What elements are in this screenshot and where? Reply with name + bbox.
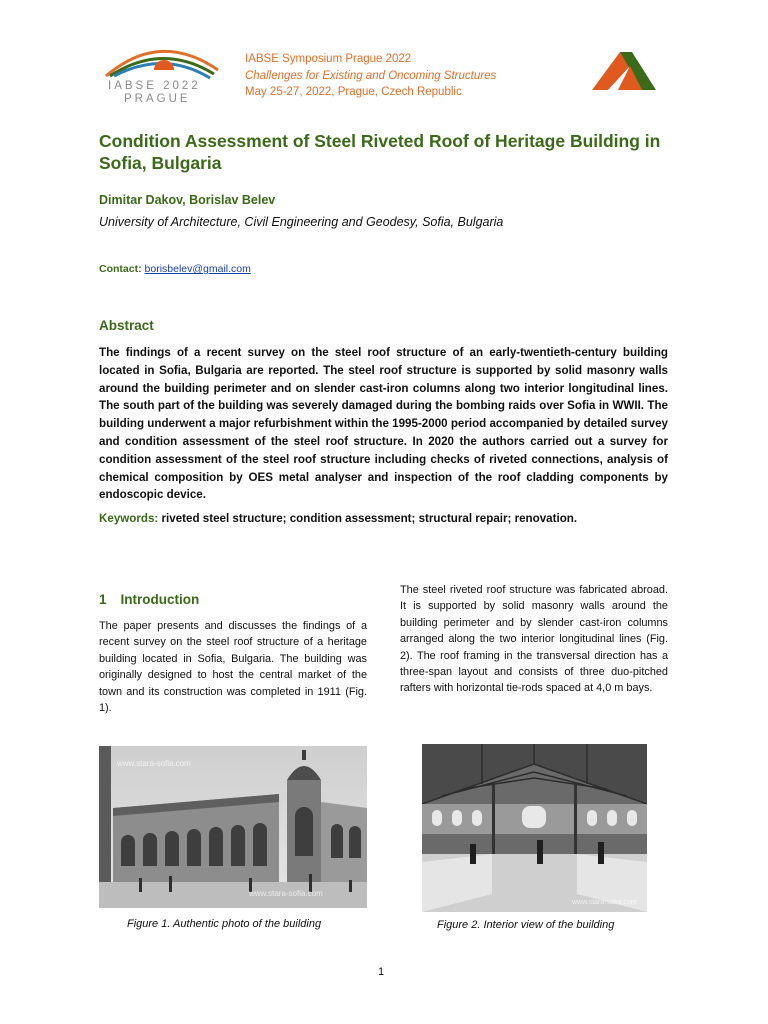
intro-paragraph-left: The paper presents and discusses the findings of a recent survey on the steel roof structure of a heritage building located in Sofia, Bulgaria. The building was originally designed to host the central market of the town and its construction was completed in 1911 (Fig. 1). bbox=[99, 620, 367, 715]
conference-date: May 25-27, 2022, Prague, Czech Republic bbox=[245, 86, 462, 98]
abstract-text: The findings of a recent survey on the steel roof structure of an early-twentieth-century building located in Sofia, Bulgaria are reported. The steel roof structure is supported by solid masonry walls around the building perimeter and on slender cast-iron columns along two interior longitudinal lines. The south part of the building was severely damaged during the bombing raids over Sofia in WWII. The building underwent a major refurbishment within the 1995-2000 period accompanied by detailed survey and condition assessment of the steel roof structure. In 2020 the authors carried out a survey for condition assessment of the steel roof structure including checks of riveted connections, analysis of chemical composition by OES metal analyser and inspection of the roof cladding components by endoscopic device. bbox=[99, 346, 668, 502]
paper-title: Condition Assessment of Steel Riveted Roof of Heritage Building in Sofia, Bulgaria bbox=[99, 131, 661, 173]
conference-name: IABSE Symposium Prague 2022 bbox=[245, 53, 412, 65]
contact-line bbox=[99, 263, 251, 275]
contact-label: Contact: bbox=[99, 263, 142, 275]
section-title: Introduction bbox=[120, 592, 200, 607]
contact-email-link[interactable]: borisbelev@gmail.com bbox=[144, 263, 251, 275]
figure-1-watermark-bottom: www.stara-sofia.com bbox=[249, 889, 323, 898]
page-number: 1 bbox=[378, 966, 385, 978]
iabse-a-logo-icon bbox=[590, 50, 658, 92]
figure-2-caption: Figure 2. Interior view of the building bbox=[437, 919, 615, 931]
figure-2-watermark: www.stara-sofia.com bbox=[572, 899, 637, 906]
logo-text-city: PRAGUE bbox=[124, 93, 191, 105]
figure-2-interior-photo bbox=[422, 744, 647, 912]
keywords-line bbox=[99, 512, 577, 525]
keywords-text: riveted steel structure; condition assessment; structural repair; renovation. bbox=[161, 512, 578, 525]
paper-authors: Dimitar Dakov, Borislav Belev bbox=[99, 193, 276, 207]
logo-text-year: IABSE 2022 bbox=[108, 80, 201, 92]
intro-paragraph-right: The steel riveted roof structure was fabricated abroad. It is supported by solid masonry walls around the building perimeter and by slender cast-iron columns arranged along the two interior longitudinal lines (Fig. 2). The roof framing in the transversal direction has a three-span layout and consists of three duo-pitched rafters with horizontal tie-rods spaced at 4,0 m bays. bbox=[400, 584, 668, 695]
intro-heading bbox=[99, 592, 199, 607]
paper-affiliation: University of Architecture, Civil Engineering and Geodesy, Sofia, Bulgaria bbox=[99, 215, 504, 229]
figure-1-exterior-photo bbox=[99, 746, 367, 908]
abstract-heading: Abstract bbox=[99, 318, 154, 333]
keywords-label: Keywords: bbox=[99, 512, 159, 525]
conference-theme: Challenges for Existing and Oncoming Structures bbox=[245, 69, 497, 82]
figure-1-caption: Figure 1. Authentic photo of the building bbox=[127, 918, 322, 930]
section-number: 1 bbox=[99, 592, 107, 607]
figure-1-watermark: www.stara-sofia.com bbox=[117, 759, 191, 768]
conference-info bbox=[245, 51, 496, 101]
